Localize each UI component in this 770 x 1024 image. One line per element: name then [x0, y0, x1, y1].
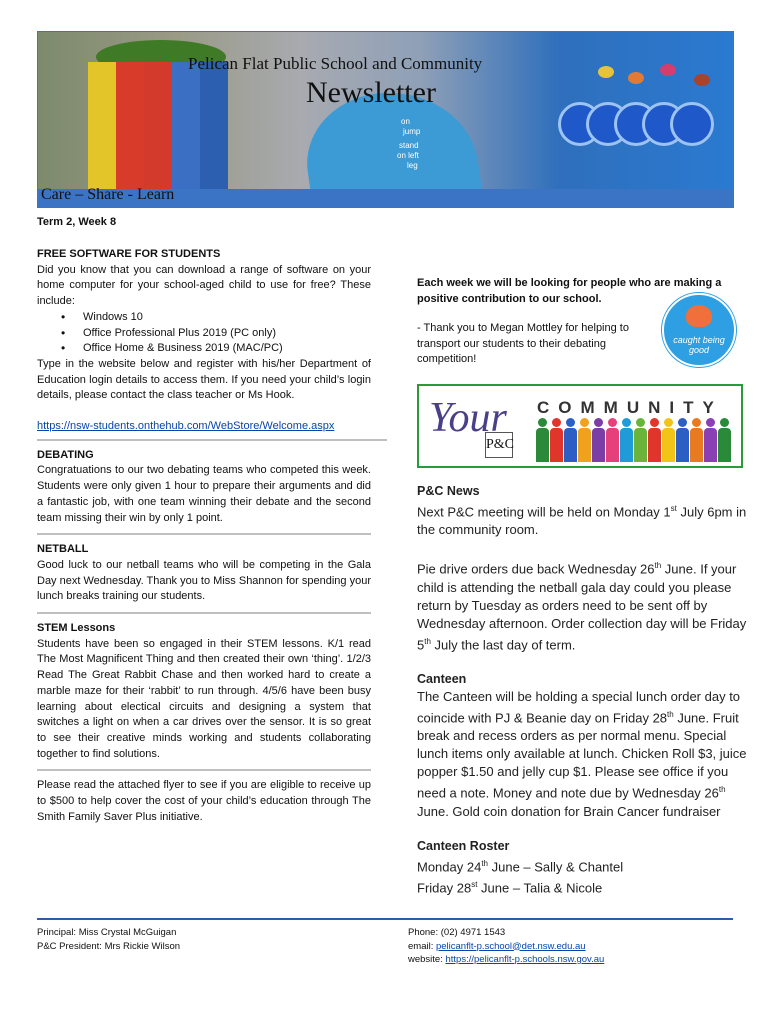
software-store-link[interactable]: https://nsw-students.onthehub.com/WebStore/Welcome.aspx: [37, 420, 335, 433]
software-heading: FREE SOFTWARE FOR STUDENTS: [37, 248, 221, 260]
path-word: jump: [403, 127, 421, 136]
people-figures: [535, 418, 740, 462]
caught-being-good-badge: [662, 293, 736, 367]
stem-body: Students have been so engaged in their STEM lessons. K/1 read The Most Magnificent Thing and then created their own ‘thing’. 1/2/3 Read The Great Rabbit Chase and then worked hard to create a marble maze for their ‘rabbit’ to run through. 4/5/6 have been busy learning about electical circuits and designing a system that switches a light on when a car drives over the sensor. It is so great to see their creative minds working and students collaborating together to find solutions.: [37, 637, 371, 760]
sea-mural: [598, 62, 728, 102]
school-motto: Care – Share - Learn: [41, 186, 175, 203]
email-link[interactable]: pelicanflt-p.school@det.nsw.edu.au: [435, 940, 586, 952]
netball-heading: NETBALL: [37, 543, 89, 556]
netball-body: Good luck to our netball teams who will be competing in the Gala Day next Wednesday. Thank you to Miss Shannon for spending your lunch breaks training our students.: [37, 558, 371, 603]
stem-heading: STEM Lessons: [37, 622, 116, 635]
left-column: [37, 247, 371, 826]
stem-section: [37, 621, 371, 762]
roster-heading: Canteen Roster: [417, 838, 510, 853]
section-divider: [37, 439, 387, 441]
saver-section: [37, 778, 371, 825]
school-name: Pelican Flat Public School and Community: [188, 54, 483, 73]
canteen-heading: Canteen: [417, 671, 467, 686]
canteen-body: The Canteen will be holding a special lunch order day to coincide with PJ & Beanie day on Friday 28th June. Fruit break and recess orders as per normal menu. Special lunch items only available at lunch. Chicken Roll $3, juice popper $1.50 and jelly cup $1. Please see office if you need a note. Money and note due by Wednesday 26th June. Gold coin donation for Brain Cancer fundraiser: [417, 688, 747, 819]
caught-body: - Thank you to Megan Mottley for helping to transport our students to their debating competition!: [417, 322, 629, 365]
phone-number: Phone: (02) 4971 1543: [408, 927, 506, 938]
pc-meeting: Next P&C meeting will be held on Monday 1st July 6pm in the community room.: [417, 504, 747, 538]
crab-icon: [686, 305, 712, 327]
path-word: on: [401, 117, 410, 126]
footer-staff: [37, 926, 180, 953]
garden-planter-photo: [88, 62, 228, 202]
path-word: leg: [407, 161, 418, 170]
netball-section: [37, 542, 371, 605]
roster-line: Friday 28st June – Talia & Nicole: [417, 879, 603, 896]
president-name: P&C President: Mrs Rickie Wilson: [37, 940, 181, 952]
software-section: [37, 247, 371, 435]
saver-body: Please read the attached flyer to see if you are eligible to receive up to $500 to help cover the cost of your child’s education through The Smith Family Saver Plus initiative.: [37, 779, 371, 823]
your-logo-text: Your: [429, 395, 507, 441]
roster-line: Monday 24th June – Sally & Chantel: [417, 858, 624, 874]
list-item: • Windows 10: [83, 310, 371, 326]
header-banner: [37, 31, 734, 208]
term-week: Term 2, Week 8: [37, 216, 117, 228]
website-line: website: https://pelicanflt-p.schools.nsw.gov.au: [408, 954, 605, 965]
list-item: • Office Professional Plus 2019 (PC only): [83, 326, 371, 342]
your-pc-community-graphic: [417, 384, 743, 468]
path-word: stand: [399, 141, 419, 150]
software-outro: Type in the website below and register with his/her Department of Education login details to access them. If you need your child’s login details, please contact the class teacher or Ms Hook.: [37, 357, 371, 402]
debating-heading: DEBATING: [37, 448, 94, 461]
path-word: on left: [397, 151, 419, 160]
section-divider: [37, 533, 371, 535]
pc-news-heading: P&C News: [417, 484, 480, 498]
right-column: [417, 482, 747, 897]
list-item: • Office Home & Business 2019 (MAC/PC): [83, 341, 371, 357]
footer-divider: [37, 918, 733, 920]
badge-text: caught being good: [673, 335, 725, 355]
section-divider: [37, 612, 371, 614]
debating-body: Congratuations to our two debating teams who competed this week. Students were only given 1 hour to prepare their arguments and did a fantastic job, with one team winning their debate and the second team missing their win by only 1 point.: [37, 464, 371, 524]
email-line: email: pelicanflt-p.school@det.nsw.edu.au: [408, 940, 586, 952]
blue-bowls-photo: [558, 102, 733, 162]
principal-name: Principal: Miss Crystal McGuigan: [37, 927, 177, 938]
pie-drive: Pie drive orders due back Wednesday 26th June. If your child is attending the netball gala day could you please return by Tuesday as orders need to be sent off by Wednesday afternoon. Order collection day will be Friday 5th July the last day of term.: [417, 561, 747, 652]
footer-contact: [408, 926, 604, 967]
section-divider: [37, 769, 371, 771]
community-text: COMMUNITY: [537, 398, 723, 417]
pc-logo-text: P&C: [485, 432, 513, 458]
debating-section: [37, 448, 371, 527]
caught-heading: Each week we will be looking for people who are making a positive contribution to our school.: [417, 277, 722, 305]
website-link[interactable]: https://pelicanflt-p.schools.nsw.gov.au: [445, 954, 605, 965]
newsletter-title: Newsletter: [306, 76, 436, 109]
software-list: [37, 310, 371, 357]
software-intro: Did you know that you can download a range of software on your home computer for your school-aged child to use for free? These include:: [37, 263, 371, 308]
